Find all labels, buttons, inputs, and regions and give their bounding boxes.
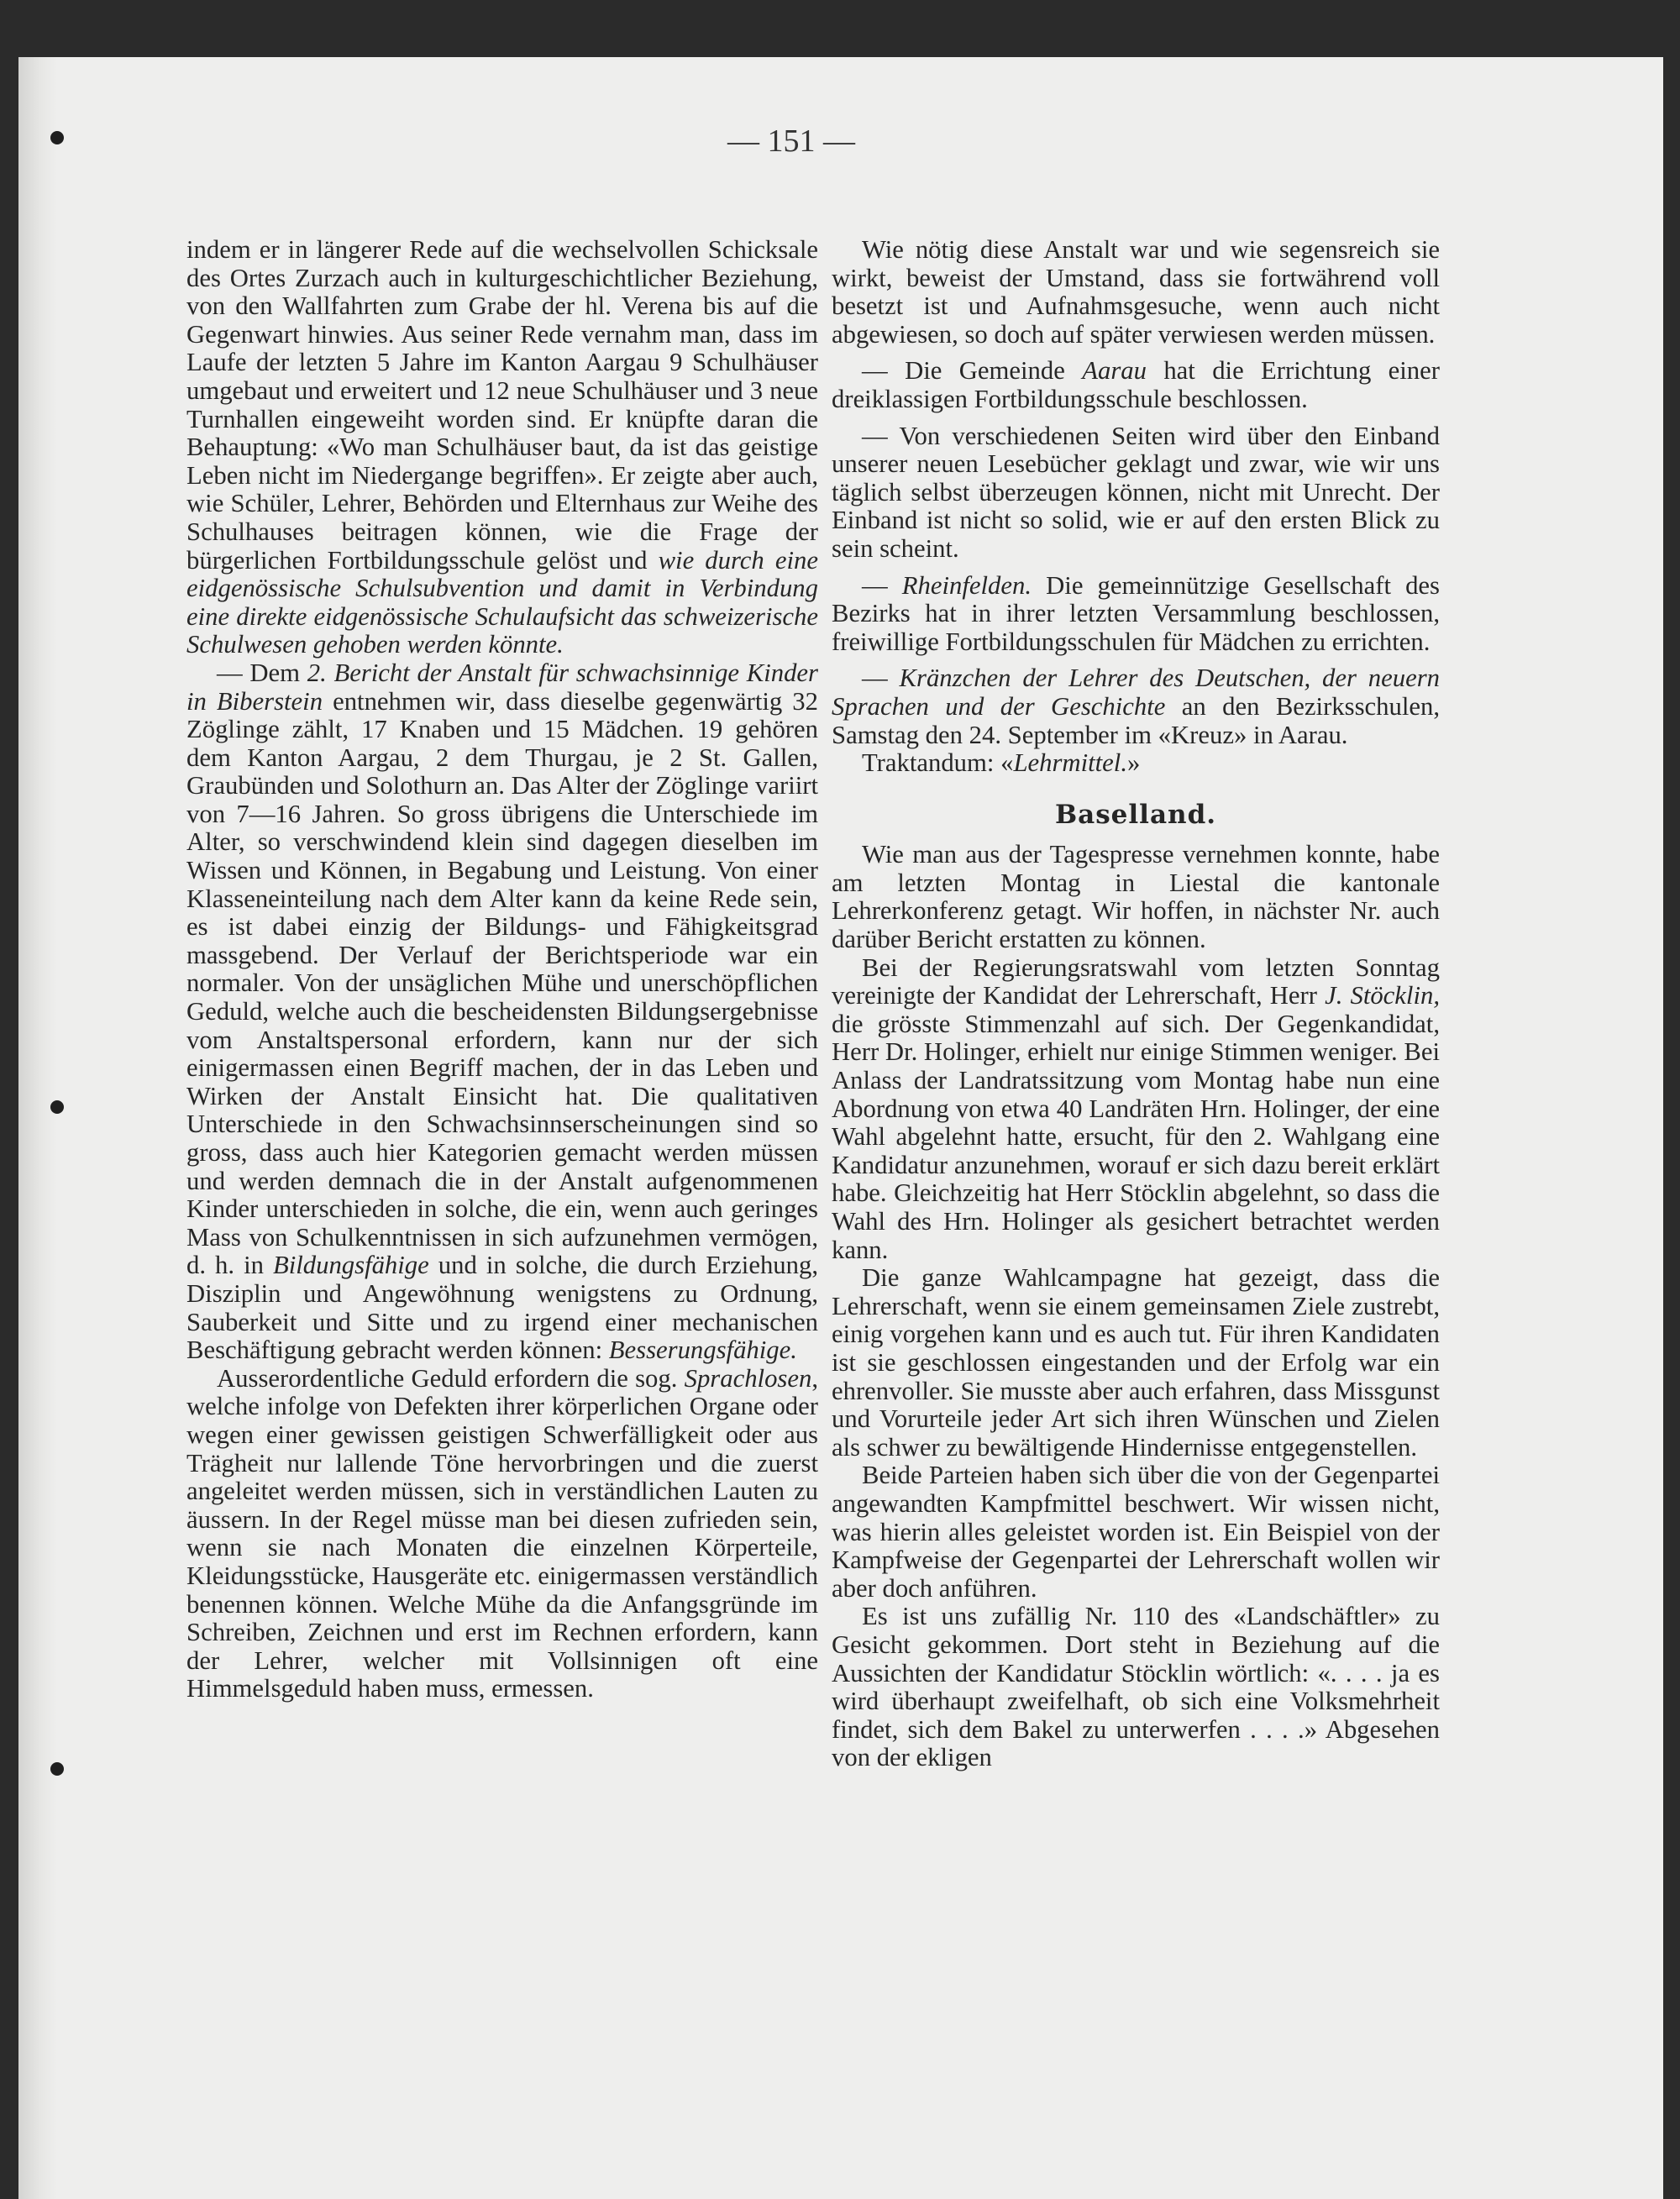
italic-run: Lehrmittel.: [1013, 748, 1127, 778]
paragraph: [186, 659, 818, 1365]
paragraph: Wie man aus der Tagespresse vernehmen konnte, habe am letzten Montag in Liestal die kantonale Lehrerkonferenz getagt. Wir hoffen, in nächster Nr. auch darüber Bericht erstatten zu können.: [832, 840, 1440, 954]
text-run: entnehmen wir, dass dieselbe gegenwärtig 32 Zöglinge zählt, 17 Knaben und 15 Mädchen. 19 gehören dem Kanton Aargau, 2 dem Thurgau, je 2 St. Gallen, Graubünden und Solothurn an. Das Alter der Zöglinge variirt von 7—16 Jahren. So gross übrigens die Unterschiede im Alter, so verschwindend klein sind dagegen dieselben im Wissen und Können, in Begabung und Leistung. Von einer Klasseneinteilung nach dem Alter kann da keine Rede sein, es ist dabei einzig der Bildungs- und Fähigkeitsgrad massgebend. Der Verlauf der Berichtsperiode war ein normaler. Von der unsäglichen Mühe und unerschöpflichen Geduld, welche auch die bescheidensten Bildungsergebnisse vom Anstaltspersonal erfordern, kann nur der sich einigermassen einen Begriff machen, der in das Leben und Wirken der Anstalt Einsicht hat. Die qualitativen Unterschiede in den Schwachsinnserscheinungen sind so gross, dass auch hier Kategorien gemacht werden müssen und werden demnach die in der Anstalt aufgenommenen Kinder unterschieden in solche, die ein, wenn auch geringes Mass von Schulkenntnissen in sich aufzunehmen vermögen, d. h. in: [186, 686, 818, 1280]
text-run: Die gemeinnützige Gesellschaft des Bezirks hat in ihrer letzten Versammlung beschlossen, freiwillige Fortbildungsschulen für Mädchen zu errichten.: [832, 570, 1440, 656]
paragraph: [832, 664, 1440, 749]
italic-run: Aarau: [1082, 356, 1147, 386]
binding-hole: [50, 1100, 64, 1114]
paragraph: Die ganze Wahlcampagne hat gezeigt, dass die Lehrerschaft, wenn sie einem gemeinsamen Ziele zustrebt, einig vorgehen kann und es auch tut. Für ihren Kandidaten ist sie geschlossen eingestanden und der Erfolg war ein ehrenvoller. Sie musste aber auch erfahren, dass Missgunst und Vorurteile jeder Art sich ihren Wünschen und Zielen als schwer zu bewältigende Hindernisse entgegenstellen.: [832, 1263, 1440, 1462]
paragraph: [832, 749, 1440, 778]
paragraph: Wie nötig diese Anstalt war und wie segensreich sie wirkt, beweist der Umstand, dass sie fortwährend voll besetzt ist und Aufnahmsgesuche, wenn auch nicht abgewiesen, so doch auf später verwiesen werden müssen.: [832, 235, 1440, 349]
paragraph: [832, 954, 1440, 1265]
paragraph: Es ist uns zufällig Nr. 110 des «Landschäftler» zu Gesicht gekommen. Dort steht in Beziehung auf die Aussichten der Kandidatur Stöcklin wörtlich: «. . . . ja es wird überhaupt zweifelhaft, ob sich eine Volksmehrheit findet, sich dem Bakel zu unterwerfen . . . .» Abgesehen von der ekligen: [832, 1602, 1440, 1772]
binding-gutter: [18, 57, 57, 2199]
italic-run: 2. Bericht der Anstalt für schwachsinnige Kinder in Biberstein: [186, 658, 818, 716]
italic-run: J. Stöcklin,: [1325, 981, 1440, 1010]
paragraph: [832, 357, 1440, 413]
right-column: [832, 236, 1440, 1772]
paragraph: [186, 1365, 818, 1703]
text-run: Bei der Regierungsratswahl vom letzten Sonntag vereinigte der Kandidat der Lehrerschaft, Herr: [832, 953, 1440, 1010]
paragraph: — Von verschiedenen Seiten wird über den Einband unserer neuen Lesebücher geklagt und zwar, wie wir uns täglich selbst überzeugen können, nicht mit Unrecht. Der Einband ist nicht so solid, wie er auf den ersten Blick zu sein scheint.: [832, 421, 1440, 563]
text-run: , welche infolge von Defekten ihrer körperlichen Organe oder wegen einer gewissen geistigen Schwerfälligkeit oder aus Trägheit nur lallende Töne hervorbringen und die zuerst angeleitet werden müssen, sich in verständlichen Lauten zu äussern. In der Regel müsse man bei diesen zufrieden sein, wenn sie nach Monaten die einzelnen Körperteile, Kleidungsstücke, Hausgeräte etc. einigermassen verständlich benennen können. Welche Mühe da die Anfangsgründe im Schreiben, Zeichnen und erst im Rechnen erfordern, kann der Lehrer, welcher mit Vollsinnigen oft eine Himmelsgeduld haben muss, ermessen.: [186, 1363, 818, 1703]
italic-run: Besserungsfähige.: [608, 1336, 797, 1365]
binding-hole: [50, 131, 64, 144]
paragraph: [186, 236, 818, 659]
italic-run: Sprachlosen: [684, 1363, 812, 1393]
text-run: — Die Gemeinde: [862, 356, 1083, 386]
paragraph: Beide Parteien haben sich über die von der Gegenpartei angewandten Kampfmittel beschwert. Wir wissen nicht, was hierin alles geleistet worden ist. Ein Beispiel von der Kampfweise der Gegenpartei der Lehrerschaft wollen wir aber doch anführen.: [832, 1461, 1440, 1603]
italic-run: wie durch eine eidgenössische Schulsubvention und damit in Verbindung eine direkte eidgenössische Schulaufsicht das schweizerische Schulwesen gehoben werden könnte.: [186, 545, 818, 659]
text-run: Traktandum: «: [862, 748, 1014, 778]
text-run: und in solche, die durch Erziehung, Disziplin und Angewöhnung wenigstens zu Ordnung, Sauberkeit und Sitte und zu irgend einer mechanischen Beschäftigung gebracht werden können:: [186, 1251, 818, 1365]
text-run: hat die Errichtung einer dreiklassigen Fortbildungsschule beschlossen.: [832, 356, 1440, 413]
binding-hole: [50, 1762, 64, 1776]
italic-run: Kränzchen der Lehrer des Deutschen, der neuern Sprachen und der Geschichte: [832, 664, 1441, 721]
text-run: indem er in längerer Rede auf die wechselvollen Schicksale des Ortes Zurzach auch in kulturgeschichtlicher Beziehung, von den Wallfahrten zum Grabe der hl. Verena bis auf die Gegenwart hinwies. Aus seiner Rede vernahm man, dass im Laufe der letzten 5 Jahre im Kanton Aargau 9 Schulhäuser umgebaut und erweitert und 12 neue Schulhäuser und 3 neue Turnhallen eingeweiht worden sind. Er knüpfte daran die Behauptung: «Wo man Schulhäuser baut, da ist das geistige Leben nicht im Niedergange begriffen». Er zeigte aber auch, wie Schüler, Lehrer, Behörden und Elternhaus zur Weihe des Schulhauses beitragen können, wie die Frage der bürgerlichen Fortbildungsschule gelöst und: [186, 235, 818, 575]
text-run: Ausserordentliche Geduld erfordern die sog.: [217, 1363, 685, 1393]
left-column: [186, 236, 818, 1703]
text-run: — Dem: [217, 658, 307, 687]
section-heading: Baselland.: [1054, 799, 1217, 830]
text-run: »: [1127, 748, 1141, 778]
paragraph: [832, 572, 1440, 657]
text-run: an den Bezirksschulen, Samstag den 24. September im «Kreuz» in Aarau.: [832, 691, 1440, 749]
text-run: —: [862, 570, 902, 600]
text-run: —: [862, 664, 900, 693]
italic-run: Rheinfelden.: [901, 570, 1032, 600]
page-number: — 151 —: [727, 123, 855, 159]
text-run: die grösste Stimmenzahl auf sich. Der Gegenkandidat, Herr Dr. Holinger, erhielt nur einige Stimmen weniger. Bei Anlass der Landratssitzung vom Montag habe nun eine Abordnung von etwa 40 Landräten Hrn. Holinger, der eine Wahl abgelehnt hatte, ersucht, für den 2. Wahlgang eine Kandidatur anzunehmen, worauf er sich dazu bereit erklärt habe. Gleichzeitig hat Herr Stöcklin abgelehnt, so dass die Wahl des Hrn. Holinger als gesichert betrachtet werden kann.: [832, 1009, 1441, 1264]
italic-run: Bildungsfähige: [272, 1251, 429, 1280]
document-page: [18, 57, 1663, 2199]
